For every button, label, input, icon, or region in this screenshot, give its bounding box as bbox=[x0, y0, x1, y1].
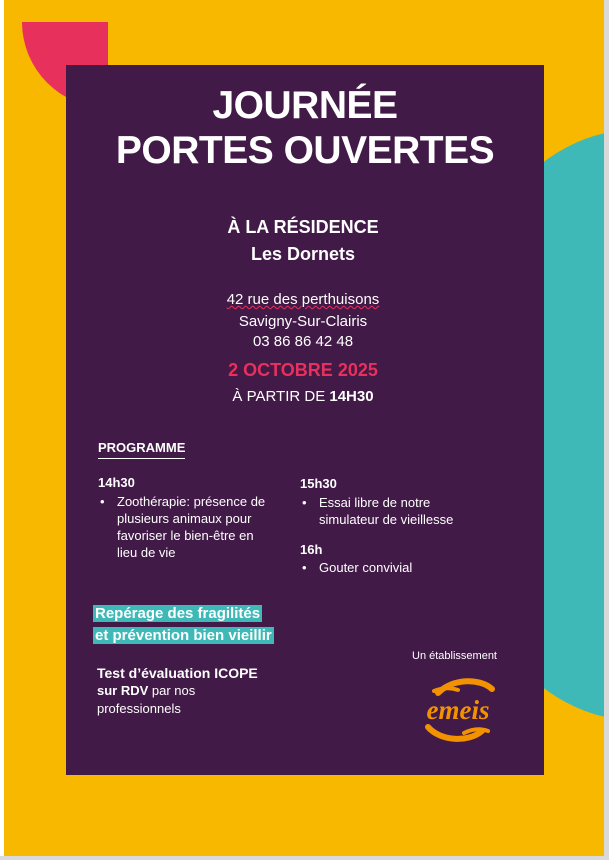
address-street-text: 42 rue des perthuisons bbox=[226, 291, 380, 308]
slot-time: 15h30 bbox=[300, 476, 337, 491]
event-start-time: 14H30 bbox=[329, 388, 374, 405]
establishment-label: Un établissement bbox=[412, 650, 497, 662]
icope-line-2 bbox=[97, 682, 258, 700]
highlight-line-1: Repérage des fragilités bbox=[95, 605, 261, 622]
slot-time: 14h30 bbox=[98, 475, 135, 490]
title-line-1: JOURNÉE bbox=[212, 84, 398, 127]
residence-name: Les Dornets bbox=[250, 244, 356, 264]
slot-list bbox=[300, 559, 490, 576]
emeis-logo bbox=[408, 675, 508, 747]
icope-title: Test d’évaluation ICOPE bbox=[97, 665, 258, 681]
icope-line-2-rest: par nos bbox=[148, 683, 196, 698]
address-street bbox=[66, 291, 540, 308]
event-start-prefix: À PARTIR DE bbox=[232, 388, 330, 405]
slot-time: 16h bbox=[300, 542, 323, 557]
event-date: 2 OCTOBRE 2025 bbox=[228, 360, 378, 380]
programme-heading: PROGRAMME bbox=[98, 440, 185, 459]
page-edge-right bbox=[604, 0, 609, 860]
address-city: Savigny-Sur-Clairis bbox=[238, 313, 368, 330]
icope-appointment: sur RDV bbox=[97, 683, 149, 698]
poster-title bbox=[66, 83, 544, 173]
list-item: • Zoothérapie: présence de plusieurs animaux pour favoriser le bien-être en lieu de vie bbox=[98, 493, 266, 561]
title-line-2: PORTES OUVERTES bbox=[115, 129, 495, 172]
icope-line-3: professionnels bbox=[97, 701, 181, 716]
slot-list bbox=[300, 494, 490, 528]
list-item: • Gouter convivial bbox=[300, 559, 490, 576]
slot-list bbox=[98, 493, 266, 561]
highlight-line-2: et prévention bien vieillir bbox=[95, 627, 272, 644]
highlight-callout bbox=[93, 603, 274, 647]
logo-text: emeis bbox=[426, 695, 490, 725]
poster-card bbox=[66, 65, 544, 775]
address-phone: 03 86 86 42 48 bbox=[252, 333, 354, 350]
residence-label: À LA RÉSIDENCE bbox=[227, 217, 379, 237]
list-item: • Essai libre de notre simulateur de vieillesse bbox=[300, 494, 490, 528]
icope-info bbox=[97, 664, 258, 718]
event-start bbox=[66, 388, 540, 405]
page-edge-bottom bbox=[0, 856, 609, 860]
